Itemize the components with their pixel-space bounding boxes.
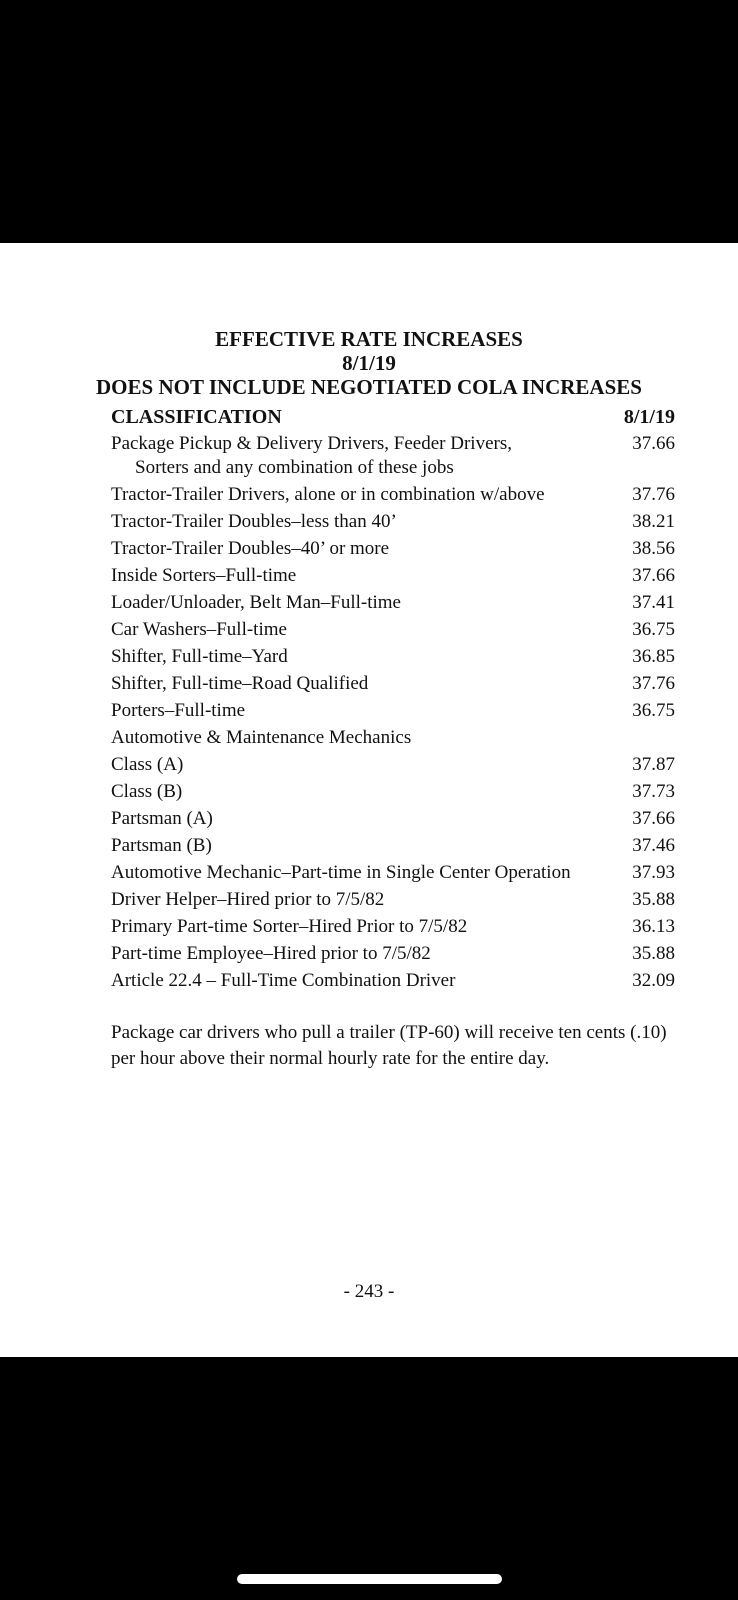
header-date: 8/1/19 — [623, 406, 675, 428]
row-label: Package Pickup & Delivery Drivers, Feeder Drivers, Sorters and any combination of these jobs — [111, 433, 512, 478]
row-label: Driver Helper–Hired prior to 7/5/82 — [111, 889, 385, 910]
row-rate: 37.41 — [632, 592, 675, 613]
row-label: Class (B) — [111, 781, 183, 802]
table-row — [111, 591, 675, 618]
table-row — [111, 510, 675, 537]
row-rate: 37.93 — [632, 862, 675, 883]
row-label: Inside Sorters–Full-time — [111, 565, 297, 586]
row-rate: 37.76 — [632, 673, 675, 694]
title-subtitle: DOES NOT INCLUDE NEGOTIATED COLA INCREASES — [96, 375, 642, 399]
trailer-pay-note: Package car drivers who pull a trailer (TP-60) will receive ten cents (.10) per hour above their normal hourly rate for the entire day. — [111, 1022, 667, 1069]
table-row — [111, 915, 675, 942]
row-label: Automotive Mechanic–Part-time in Single Center Operation — [111, 862, 571, 883]
row-label: Part-time Employee–Hired prior to 7/5/82 — [111, 943, 431, 964]
table-row — [111, 753, 675, 780]
row-label: Shifter, Full-time–Road Qualified — [111, 673, 369, 694]
row-rate: 37.66 — [632, 565, 675, 586]
row-rate: 36.13 — [632, 916, 675, 937]
table-header — [111, 405, 675, 432]
row-label: Partsman (B) — [111, 835, 212, 856]
row-rate: 32.09 — [632, 970, 675, 991]
table-row — [111, 699, 675, 726]
table-row — [111, 807, 675, 834]
row-rate: 37.46 — [632, 835, 675, 856]
header-classification: CLASSIFICATION — [111, 406, 282, 428]
row-rate: 38.21 — [632, 511, 675, 532]
table-row — [111, 888, 675, 915]
row-label: Tractor-Trailer Doubles–less than 40’ — [111, 511, 397, 532]
table-row — [111, 834, 675, 861]
table-row — [111, 861, 675, 888]
row-rate: 37.66 — [632, 433, 675, 454]
row-rate: 37.66 — [632, 808, 675, 829]
row-label: Shifter, Full-time–Yard — [111, 646, 288, 667]
row-rate: 35.88 — [632, 889, 675, 910]
row-rate: 36.85 — [632, 646, 675, 667]
table-row — [111, 618, 675, 645]
table-row — [111, 537, 675, 564]
rate-table — [111, 405, 675, 996]
document-page — [0, 243, 738, 1357]
row-label: Primary Part-time Sorter–Hired Prior to 7/5/82 — [111, 916, 468, 937]
table-row — [111, 672, 675, 699]
row-label: Tractor-Trailer Doubles–40’ or more — [111, 538, 390, 559]
row-rate: 38.56 — [632, 538, 675, 559]
table-row — [111, 483, 675, 510]
row-rate: 36.75 — [632, 619, 675, 640]
row-label: Class (A) — [111, 754, 184, 775]
row-label: Tractor-Trailer Drivers, alone or in combination w/above — [111, 484, 545, 505]
title-date: 8/1/19 — [342, 351, 396, 375]
table-row — [111, 726, 675, 753]
table-row — [111, 564, 675, 591]
row-rate: 37.76 — [632, 484, 675, 505]
row-rate: 37.73 — [632, 781, 675, 802]
row-rate: 36.75 — [632, 700, 675, 721]
row-label: Porters–Full-time — [111, 700, 246, 721]
table-row — [111, 432, 675, 483]
table-row — [111, 780, 675, 807]
page-title: EFFECTIVE RATE INCREASES — [215, 327, 523, 351]
table-row — [111, 942, 675, 969]
home-indicator[interactable] — [237, 1574, 502, 1584]
row-label: Car Washers–Full-time — [111, 619, 287, 640]
table-row — [111, 969, 675, 996]
row-rate: 35.88 — [632, 943, 675, 964]
page-number: - 243 - — [343, 1281, 395, 1302]
row-rate: 37.87 — [632, 754, 675, 775]
row-label: Automotive & Maintenance Mechanics — [111, 727, 412, 748]
row-label: Loader/Unloader, Belt Man–Full-time — [111, 592, 401, 613]
table-row — [111, 645, 675, 672]
row-label: Partsman (A) — [111, 808, 213, 829]
row-label: Article 22.4 – Full-Time Combination Driver — [111, 970, 456, 991]
